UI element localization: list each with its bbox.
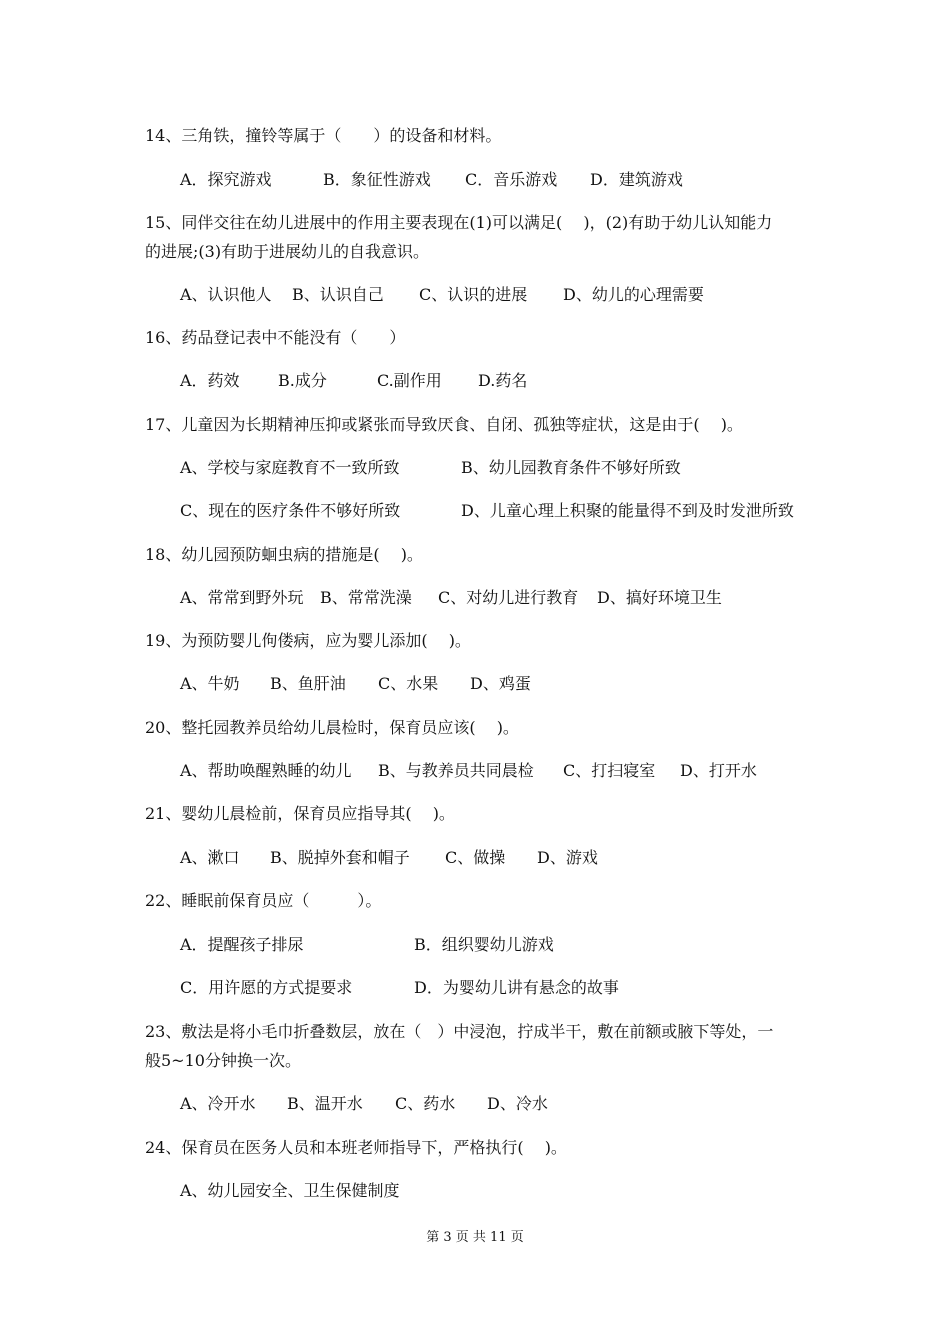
option-14-b: B．象征性游戏 [323,170,431,189]
option-19-d: D、鸡蛋 [470,674,531,693]
option-22-d: D．为婴幼儿讲有悬念的故事 [414,978,619,997]
option-23-b: B、温开水 [287,1094,363,1113]
option-23-a: A、冷开水 [180,1094,256,1113]
option-22-c: C．用许愿的方式提要求 [180,978,353,997]
question-14: 14、三角铁，撞铃等属于（ ）的设备和材料。 [145,126,502,145]
option-18-b: B、常常洗澡 [320,588,412,607]
option-23-c: C、药水 [395,1094,456,1113]
question-17: 17、儿童因为长期精神压抑或紧张而导致厌食、自闭、孤独等症状，这是由于( )。 [145,415,743,434]
option-22-b: B．组织婴幼儿游戏 [414,935,554,954]
option-19-c: C、水果 [378,674,439,693]
option-21-b: B、脱掉外套和帽子 [270,848,410,867]
option-16-b: B.成分 [278,371,327,390]
option-16-a: A．药效 [180,371,240,390]
question-15-cont: 的进展;(3)有助于进展幼儿的自我意识。 [145,242,430,261]
option-16-d: D.药名 [478,371,528,390]
option-15-d: D、幼儿的心理需要 [563,285,704,304]
option-18-c: C、对幼儿进行教育 [438,588,579,607]
option-17-a: A、学校与家庭教育不一致所致 [180,458,400,477]
question-15: 15、同伴交往在幼儿进展中的作用主要表现在(1)可以满足( )，(2)有助于幼儿认知能力 [145,213,773,232]
option-19-b: B、鱼肝油 [270,674,346,693]
option-17-b: B、幼儿园教育条件不够好所致 [461,458,681,477]
option-14-d: D．建筑游戏 [590,170,683,189]
option-22-a: A．提醒孩子排尿 [180,935,304,954]
option-24-a: A、幼儿园安全、卫生保健制度 [180,1181,400,1200]
option-14-a: A．探究游戏 [180,170,272,189]
option-15-c: C、认识的进展 [419,285,528,304]
option-20-a: A、帮助唤醒熟睡的幼儿 [180,761,352,780]
option-17-c: C、现在的医疗条件不够好所致 [180,501,401,520]
option-23-d: D、冷水 [487,1094,548,1113]
option-20-b: B、与教养员共同晨检 [378,761,534,780]
option-15-b: B、认识自己 [292,285,384,304]
option-16-c: C.副作用 [377,371,442,390]
option-18-d: D、搞好环境卫生 [597,588,722,607]
option-20-c: C、打扫寝室 [563,761,656,780]
option-21-d: D、游戏 [537,848,598,867]
question-16: 16、药品登记表中不能没有（ ） [145,328,406,347]
page-footer: 第 3 页 共 11 页 [426,1230,524,1245]
question-21: 21、婴幼儿晨检前，保育员应指导其( )。 [145,804,455,823]
question-23-cont: 般5~10分钟换一次。 [145,1051,301,1070]
question-20: 20、整托园教养员给幼儿晨检时，保育员应该( )。 [145,718,519,737]
question-18: 18、幼儿园预防蛔虫病的措施是( )。 [145,545,423,564]
option-20-d: D、打开水 [680,761,757,780]
question-24: 24、保育员在医务人员和本班老师指导下，严格执行( )。 [145,1138,567,1157]
option-17-d: D、儿童心理上积聚的能量得不到及时发泄所致 [461,501,794,520]
option-19-a: A、牛奶 [180,674,240,693]
question-22: 22、睡眠前保育员应（ ）。 [145,891,382,910]
option-21-a: A、漱口 [180,848,240,867]
question-19: 19、为预防婴儿佝偻病，应为婴儿添加( )。 [145,631,471,650]
option-14-c: C．音乐游戏 [465,170,558,189]
option-18-a: A、常常到野外玩 [180,588,304,607]
option-15-a: A、认识他人 [180,285,272,304]
question-23: 23、敷法是将小毛巾折叠数层，放在（ ）中浸泡，拧成半干，敷在前额或腋下等处，一 [145,1022,774,1041]
option-21-c: C、做操 [445,848,506,867]
